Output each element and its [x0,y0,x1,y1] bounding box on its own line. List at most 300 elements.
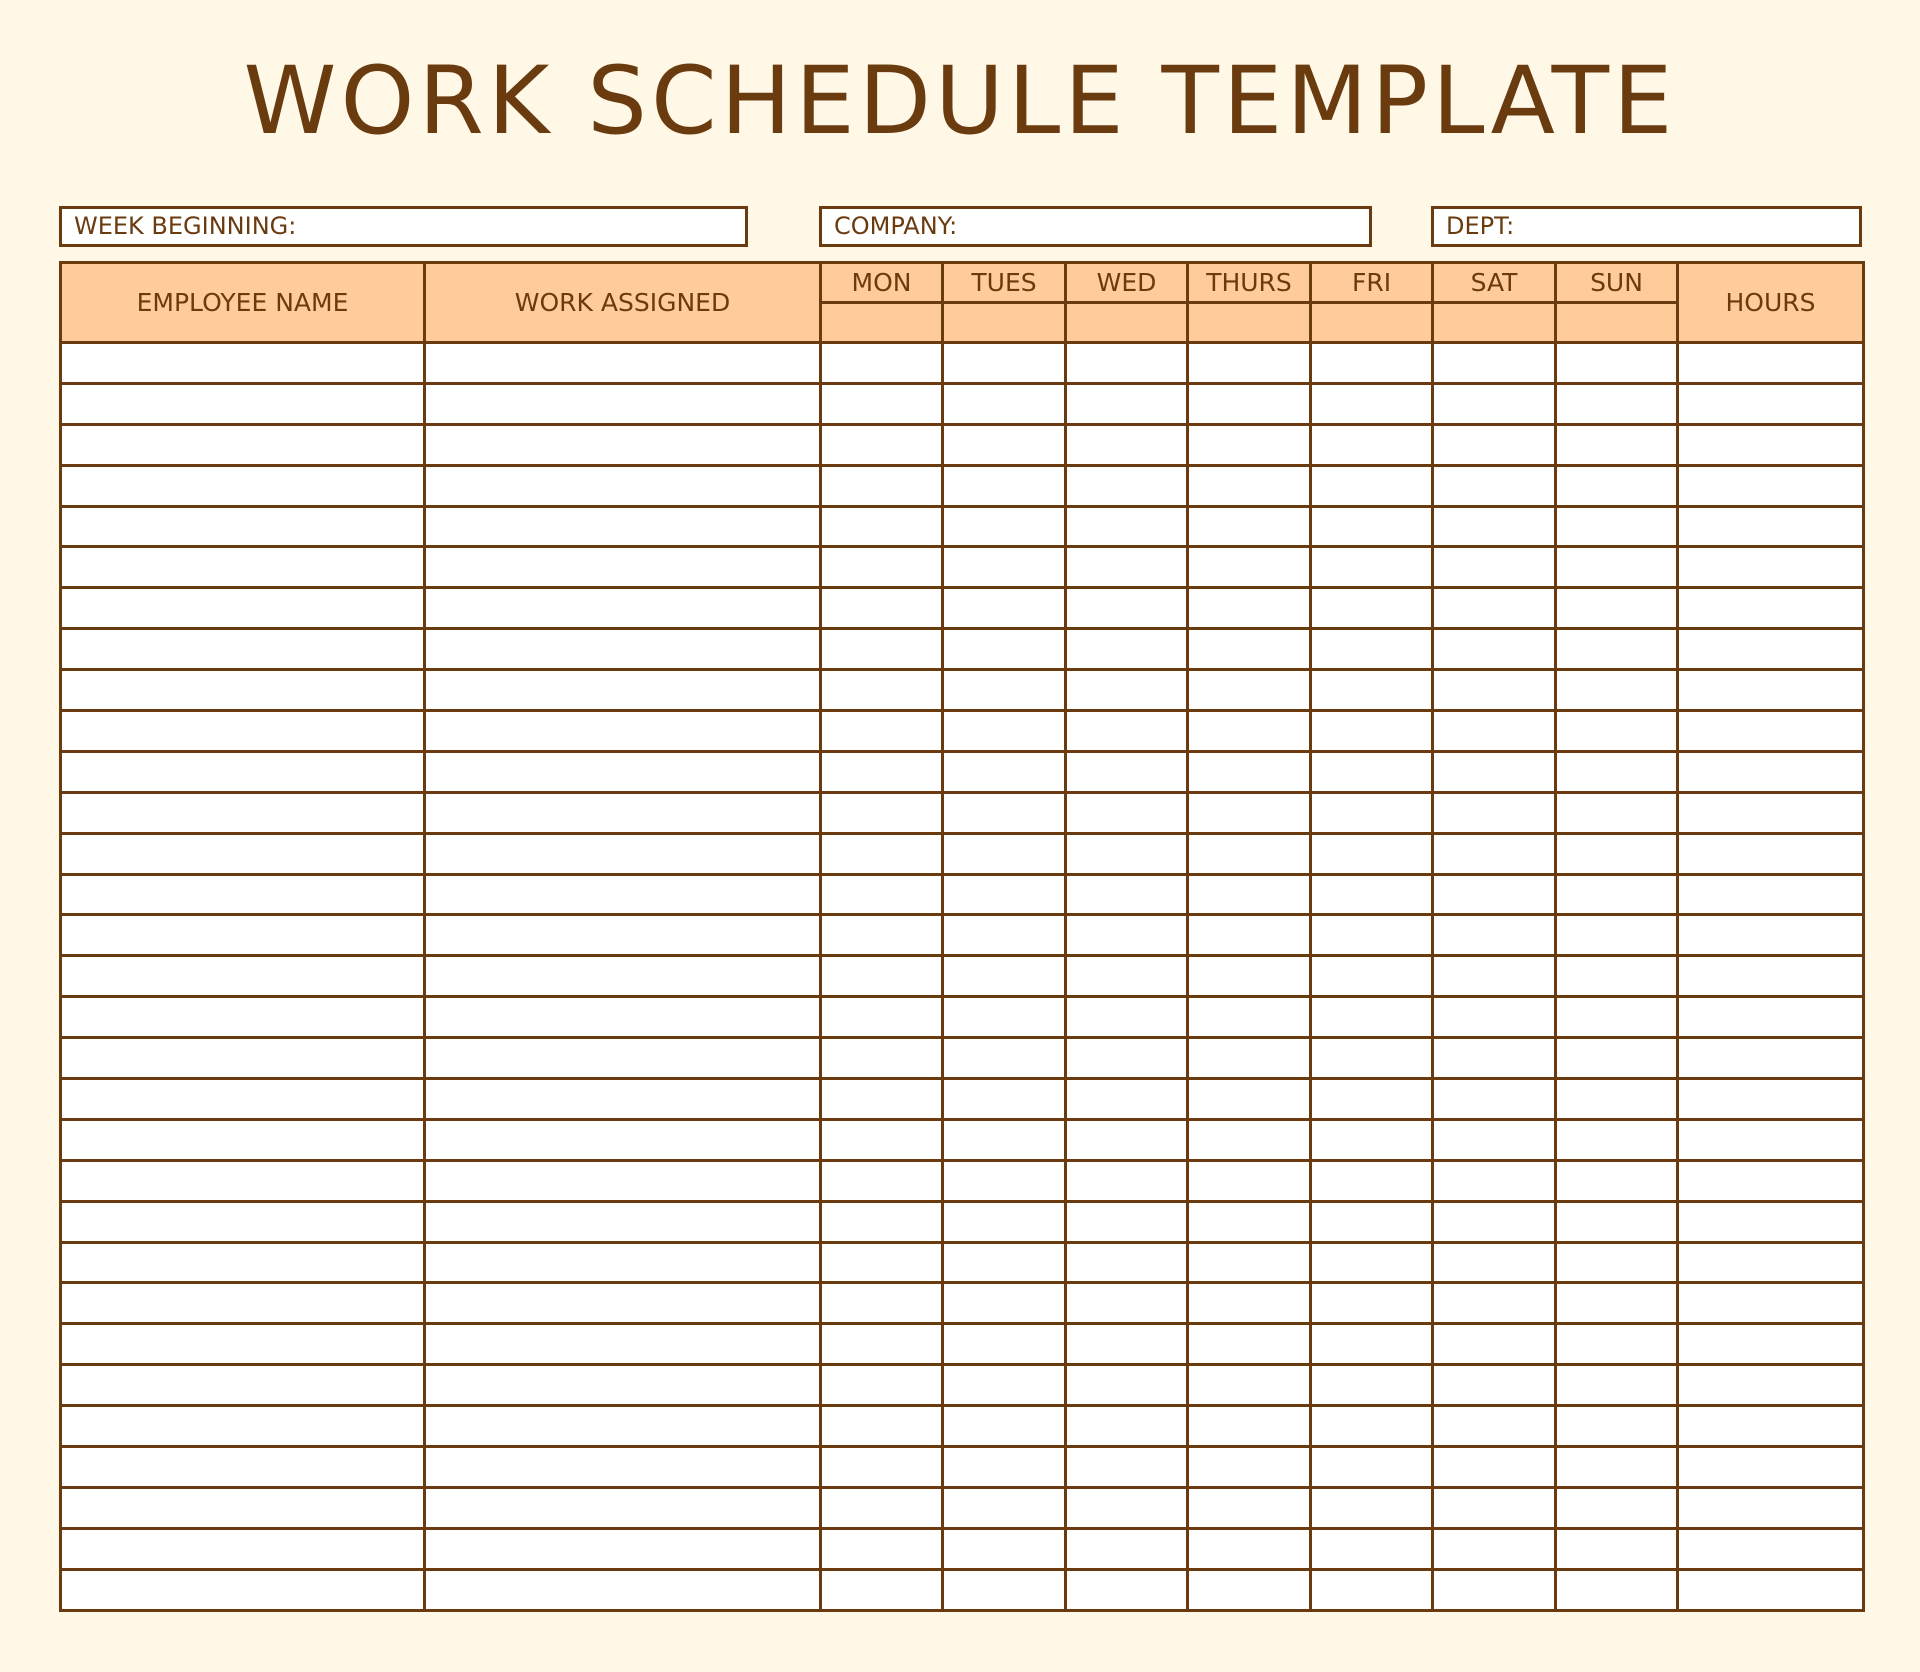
wed-cell[interactable] [1066,1201,1188,1242]
thurs-cell[interactable] [1188,1242,1311,1283]
mon-cell[interactable] [821,629,943,670]
fri-cell[interactable] [1311,1201,1433,1242]
work-assigned-cell[interactable] [425,465,821,506]
sat-cell[interactable] [1433,506,1556,547]
sun-cell[interactable] [1556,1119,1678,1160]
mon-cell[interactable] [821,506,943,547]
work-assigned-cell[interactable] [425,956,821,997]
sat-cell[interactable] [1433,1324,1556,1365]
thurs-cell[interactable] [1188,670,1311,711]
employee-name-cell[interactable] [61,1528,425,1569]
employee-name-cell[interactable] [61,792,425,833]
work-assigned-cell[interactable] [425,1487,821,1528]
employee-name-cell[interactable] [61,1201,425,1242]
sat-cell[interactable] [1433,792,1556,833]
work-assigned-cell[interactable] [425,997,821,1038]
employee-name-cell[interactable] [61,670,425,711]
hours-cell[interactable] [1678,629,1864,670]
mon-cell[interactable] [821,1528,943,1569]
thurs-cell[interactable] [1188,1528,1311,1569]
work-assigned-cell[interactable] [425,424,821,465]
wed-cell[interactable] [1066,506,1188,547]
sat-cell[interactable] [1433,547,1556,588]
fri-cell[interactable] [1311,1242,1433,1283]
mon-cell[interactable] [821,383,943,424]
wed-cell[interactable] [1066,1487,1188,1528]
wed-cell[interactable] [1066,1406,1188,1447]
fri-cell[interactable] [1311,1447,1433,1488]
hours-cell[interactable] [1678,1447,1864,1488]
work-assigned-cell[interactable] [425,670,821,711]
sat-cell[interactable] [1433,1487,1556,1528]
fri-cell[interactable] [1311,874,1433,915]
hours-cell[interactable] [1678,1242,1864,1283]
fri-cell[interactable] [1311,1487,1433,1528]
sat-cell[interactable] [1433,465,1556,506]
sun-cell[interactable] [1556,915,1678,956]
thurs-cell[interactable] [1188,424,1311,465]
thurs-cell[interactable] [1188,915,1311,956]
tues-cell[interactable] [943,1365,1066,1406]
tues-cell[interactable] [943,997,1066,1038]
sun-cell[interactable] [1556,1528,1678,1569]
work-assigned-cell[interactable] [425,915,821,956]
hours-cell[interactable] [1678,424,1864,465]
work-assigned-cell[interactable] [425,547,821,588]
work-assigned-cell[interactable] [425,833,821,874]
wed-cell[interactable] [1066,629,1188,670]
sun-cell[interactable] [1556,711,1678,752]
work-assigned-cell[interactable] [425,1569,821,1610]
hours-cell[interactable] [1678,1406,1864,1447]
work-assigned-cell[interactable] [425,751,821,792]
wed-cell[interactable] [1066,1447,1188,1488]
sun-cell[interactable] [1556,997,1678,1038]
wed-cell[interactable] [1066,956,1188,997]
wed-cell[interactable] [1066,1569,1188,1610]
sun-cell[interactable] [1556,833,1678,874]
sun-cell[interactable] [1556,1242,1678,1283]
hours-cell[interactable] [1678,956,1864,997]
hours-cell[interactable] [1678,1079,1864,1120]
thurs-cell[interactable] [1188,711,1311,752]
tues-cell[interactable] [943,424,1066,465]
thurs-cell[interactable] [1188,383,1311,424]
sun-cell[interactable] [1556,629,1678,670]
hours-cell[interactable] [1678,1038,1864,1079]
sat-cell[interactable] [1433,833,1556,874]
work-assigned-cell[interactable] [425,1283,821,1324]
mon-cell[interactable] [821,1201,943,1242]
thurs-cell[interactable] [1188,629,1311,670]
work-assigned-cell[interactable] [425,588,821,629]
employee-name-cell[interactable] [61,1283,425,1324]
mon-cell[interactable] [821,1283,943,1324]
tues-cell[interactable] [943,1160,1066,1201]
employee-name-cell[interactable] [61,547,425,588]
employee-name-cell[interactable] [61,1487,425,1528]
hours-cell[interactable] [1678,751,1864,792]
tues-cell[interactable] [943,792,1066,833]
employee-name-cell[interactable] [61,874,425,915]
thurs-cell[interactable] [1188,506,1311,547]
thurs-cell[interactable] [1188,1406,1311,1447]
mon-cell[interactable] [821,1079,943,1120]
sun-cell[interactable] [1556,751,1678,792]
thurs-cell[interactable] [1188,588,1311,629]
work-assigned-cell[interactable] [425,1201,821,1242]
sat-cell[interactable] [1433,997,1556,1038]
mon-cell[interactable] [821,956,943,997]
mon-cell[interactable] [821,1119,943,1160]
fri-cell[interactable] [1311,711,1433,752]
thurs-cell[interactable] [1188,833,1311,874]
work-assigned-cell[interactable] [425,1079,821,1120]
sat-cell[interactable] [1433,1528,1556,1569]
employee-name-cell[interactable] [61,1447,425,1488]
employee-name-cell[interactable] [61,1242,425,1283]
thurs-cell[interactable] [1188,1038,1311,1079]
fri-cell[interactable] [1311,915,1433,956]
sun-cell[interactable] [1556,1406,1678,1447]
fri-cell[interactable] [1311,1160,1433,1201]
work-assigned-cell[interactable] [425,1038,821,1079]
hours-cell[interactable] [1678,547,1864,588]
employee-name-cell[interactable] [61,997,425,1038]
mon-cell[interactable] [821,1447,943,1488]
week-beginning-field[interactable] [59,206,748,247]
fri-cell[interactable] [1311,1283,1433,1324]
fri-cell[interactable] [1311,1038,1433,1079]
thurs-cell[interactable] [1188,1201,1311,1242]
fri-cell[interactable] [1311,1079,1433,1120]
tues-cell[interactable] [943,833,1066,874]
work-assigned-cell[interactable] [425,1406,821,1447]
mon-cell[interactable] [821,1242,943,1283]
thurs-cell[interactable] [1188,1079,1311,1120]
work-assigned-cell[interactable] [425,792,821,833]
hours-cell[interactable] [1678,915,1864,956]
thurs-cell[interactable] [1188,1160,1311,1201]
work-assigned-cell[interactable] [425,1324,821,1365]
thurs-cell[interactable] [1188,547,1311,588]
sat-cell[interactable] [1433,1569,1556,1610]
fri-cell[interactable] [1311,956,1433,997]
work-assigned-cell[interactable] [425,1447,821,1488]
sun-cell[interactable] [1556,1324,1678,1365]
employee-name-cell[interactable] [61,1079,425,1120]
work-assigned-cell[interactable] [425,711,821,752]
wed-cell[interactable] [1066,915,1188,956]
work-assigned-cell[interactable] [425,874,821,915]
tues-cell[interactable] [943,1324,1066,1365]
sat-cell[interactable] [1433,1038,1556,1079]
fri-cell[interactable] [1311,1406,1433,1447]
hours-cell[interactable] [1678,1160,1864,1201]
tues-cell[interactable] [943,1447,1066,1488]
tues-cell[interactable] [943,1038,1066,1079]
tues-cell[interactable] [943,1079,1066,1120]
tues-cell[interactable] [943,547,1066,588]
employee-name-cell[interactable] [61,1324,425,1365]
fri-cell[interactable] [1311,383,1433,424]
sun-cell[interactable] [1556,1365,1678,1406]
dept-field[interactable] [1431,206,1862,247]
wed-cell[interactable] [1066,465,1188,506]
tues-cell[interactable] [943,1283,1066,1324]
wed-cell[interactable] [1066,547,1188,588]
sun-cell[interactable] [1556,465,1678,506]
wed-cell[interactable] [1066,792,1188,833]
employee-name-cell[interactable] [61,1119,425,1160]
employee-name-cell[interactable] [61,956,425,997]
tues-cell[interactable] [943,1406,1066,1447]
hours-cell[interactable] [1678,343,1864,384]
thurs-cell[interactable] [1188,1324,1311,1365]
mon-cell[interactable] [821,1324,943,1365]
thurs-cell[interactable] [1188,1447,1311,1488]
mon-cell[interactable] [821,1038,943,1079]
hours-cell[interactable] [1678,833,1864,874]
sun-cell[interactable] [1556,343,1678,384]
work-assigned-cell[interactable] [425,1160,821,1201]
sat-cell[interactable] [1433,1119,1556,1160]
company-field[interactable] [819,206,1372,247]
mon-cell[interactable] [821,915,943,956]
hours-cell[interactable] [1678,1324,1864,1365]
wed-cell[interactable] [1066,997,1188,1038]
mon-cell[interactable] [821,343,943,384]
mon-cell[interactable] [821,792,943,833]
wed-cell[interactable] [1066,1038,1188,1079]
thurs-cell[interactable] [1188,997,1311,1038]
sat-cell[interactable] [1433,956,1556,997]
tues-cell[interactable] [943,874,1066,915]
wed-cell[interactable] [1066,424,1188,465]
tues-cell[interactable] [943,1119,1066,1160]
work-assigned-cell[interactable] [425,1528,821,1569]
sat-cell[interactable] [1433,1365,1556,1406]
hours-cell[interactable] [1678,588,1864,629]
mon-cell[interactable] [821,588,943,629]
hours-cell[interactable] [1678,711,1864,752]
sat-cell[interactable] [1433,629,1556,670]
mon-cell[interactable] [821,997,943,1038]
fri-cell[interactable] [1311,670,1433,711]
tues-cell[interactable] [943,1201,1066,1242]
wed-cell[interactable] [1066,1119,1188,1160]
sun-cell[interactable] [1556,1569,1678,1610]
sun-cell[interactable] [1556,1447,1678,1488]
hours-cell[interactable] [1678,1283,1864,1324]
mon-cell[interactable] [821,711,943,752]
thurs-cell[interactable] [1188,1283,1311,1324]
fri-cell[interactable] [1311,1365,1433,1406]
work-assigned-cell[interactable] [425,1365,821,1406]
thurs-cell[interactable] [1188,1119,1311,1160]
mon-cell[interactable] [821,874,943,915]
mon-cell[interactable] [821,1406,943,1447]
thurs-cell[interactable] [1188,874,1311,915]
sun-cell[interactable] [1556,1160,1678,1201]
wed-cell[interactable] [1066,1365,1188,1406]
sun-cell[interactable] [1556,874,1678,915]
wed-cell[interactable] [1066,588,1188,629]
wed-cell[interactable] [1066,343,1188,384]
hours-cell[interactable] [1678,1119,1864,1160]
hours-cell[interactable] [1678,997,1864,1038]
thurs-cell[interactable] [1188,751,1311,792]
employee-name-cell[interactable] [61,588,425,629]
sun-cell[interactable] [1556,1487,1678,1528]
sun-cell[interactable] [1556,956,1678,997]
fri-cell[interactable] [1311,833,1433,874]
sat-cell[interactable] [1433,874,1556,915]
hours-cell[interactable] [1678,465,1864,506]
sat-cell[interactable] [1433,424,1556,465]
mon-cell[interactable] [821,1365,943,1406]
fri-cell[interactable] [1311,588,1433,629]
hours-cell[interactable] [1678,1569,1864,1610]
tues-cell[interactable] [943,1487,1066,1528]
work-assigned-cell[interactable] [425,1119,821,1160]
sun-cell[interactable] [1556,547,1678,588]
wed-cell[interactable] [1066,383,1188,424]
sun-cell[interactable] [1556,506,1678,547]
fri-cell[interactable] [1311,751,1433,792]
employee-name-cell[interactable] [61,1406,425,1447]
fri-cell[interactable] [1311,424,1433,465]
work-assigned-cell[interactable] [425,629,821,670]
employee-name-cell[interactable] [61,1160,425,1201]
mon-cell[interactable] [821,465,943,506]
fri-cell[interactable] [1311,1569,1433,1610]
tues-cell[interactable] [943,588,1066,629]
hours-cell[interactable] [1678,506,1864,547]
sat-cell[interactable] [1433,1201,1556,1242]
sun-cell[interactable] [1556,792,1678,833]
hours-cell[interactable] [1678,1487,1864,1528]
thurs-cell[interactable] [1188,956,1311,997]
fri-cell[interactable] [1311,1119,1433,1160]
wed-cell[interactable] [1066,711,1188,752]
hours-cell[interactable] [1678,1528,1864,1569]
sun-cell[interactable] [1556,588,1678,629]
tues-cell[interactable] [943,465,1066,506]
sat-cell[interactable] [1433,588,1556,629]
wed-cell[interactable] [1066,1079,1188,1120]
sat-cell[interactable] [1433,1242,1556,1283]
hours-cell[interactable] [1678,1201,1864,1242]
mon-cell[interactable] [821,670,943,711]
employee-name-cell[interactable] [61,343,425,384]
thurs-cell[interactable] [1188,343,1311,384]
wed-cell[interactable] [1066,1528,1188,1569]
sun-cell[interactable] [1556,670,1678,711]
mon-cell[interactable] [821,1569,943,1610]
sat-cell[interactable] [1433,1283,1556,1324]
thurs-cell[interactable] [1188,792,1311,833]
sat-cell[interactable] [1433,1447,1556,1488]
sat-cell[interactable] [1433,915,1556,956]
wed-cell[interactable] [1066,670,1188,711]
tues-cell[interactable] [943,629,1066,670]
fri-cell[interactable] [1311,792,1433,833]
tues-cell[interactable] [943,670,1066,711]
fri-cell[interactable] [1311,1528,1433,1569]
wed-cell[interactable] [1066,751,1188,792]
tues-cell[interactable] [943,343,1066,384]
work-assigned-cell[interactable] [425,343,821,384]
employee-name-cell[interactable] [61,833,425,874]
wed-cell[interactable] [1066,1242,1188,1283]
sat-cell[interactable] [1433,343,1556,384]
hours-cell[interactable] [1678,383,1864,424]
thurs-cell[interactable] [1188,1487,1311,1528]
mon-cell[interactable] [821,547,943,588]
wed-cell[interactable] [1066,1160,1188,1201]
wed-cell[interactable] [1066,1283,1188,1324]
employee-name-cell[interactable] [61,506,425,547]
wed-cell[interactable] [1066,874,1188,915]
sat-cell[interactable] [1433,383,1556,424]
employee-name-cell[interactable] [61,465,425,506]
fri-cell[interactable] [1311,629,1433,670]
tues-cell[interactable] [943,1569,1066,1610]
sun-cell[interactable] [1556,1283,1678,1324]
tues-cell[interactable] [943,711,1066,752]
hours-cell[interactable] [1678,1365,1864,1406]
sun-cell[interactable] [1556,383,1678,424]
tues-cell[interactable] [943,915,1066,956]
fri-cell[interactable] [1311,547,1433,588]
employee-name-cell[interactable] [61,711,425,752]
sat-cell[interactable] [1433,1079,1556,1120]
employee-name-cell[interactable] [61,424,425,465]
employee-name-cell[interactable] [61,629,425,670]
tues-cell[interactable] [943,383,1066,424]
fri-cell[interactable] [1311,506,1433,547]
hours-cell[interactable] [1678,792,1864,833]
sun-cell[interactable] [1556,1079,1678,1120]
fri-cell[interactable] [1311,1324,1433,1365]
employee-name-cell[interactable] [61,751,425,792]
employee-name-cell[interactable] [61,1038,425,1079]
mon-cell[interactable] [821,1160,943,1201]
mon-cell[interactable] [821,424,943,465]
tues-cell[interactable] [943,956,1066,997]
thurs-cell[interactable] [1188,465,1311,506]
sat-cell[interactable] [1433,670,1556,711]
sat-cell[interactable] [1433,1160,1556,1201]
fri-cell[interactable] [1311,465,1433,506]
mon-cell[interactable] [821,1487,943,1528]
thurs-cell[interactable] [1188,1569,1311,1610]
tues-cell[interactable] [943,1528,1066,1569]
work-assigned-cell[interactable] [425,1242,821,1283]
employee-name-cell[interactable] [61,915,425,956]
hours-cell[interactable] [1678,874,1864,915]
hours-cell[interactable] [1678,670,1864,711]
wed-cell[interactable] [1066,833,1188,874]
sun-cell[interactable] [1556,1201,1678,1242]
employee-name-cell[interactable] [61,1365,425,1406]
mon-cell[interactable] [821,833,943,874]
sat-cell[interactable] [1433,1406,1556,1447]
wed-cell[interactable] [1066,1324,1188,1365]
work-assigned-cell[interactable] [425,506,821,547]
thurs-cell[interactable] [1188,1365,1311,1406]
